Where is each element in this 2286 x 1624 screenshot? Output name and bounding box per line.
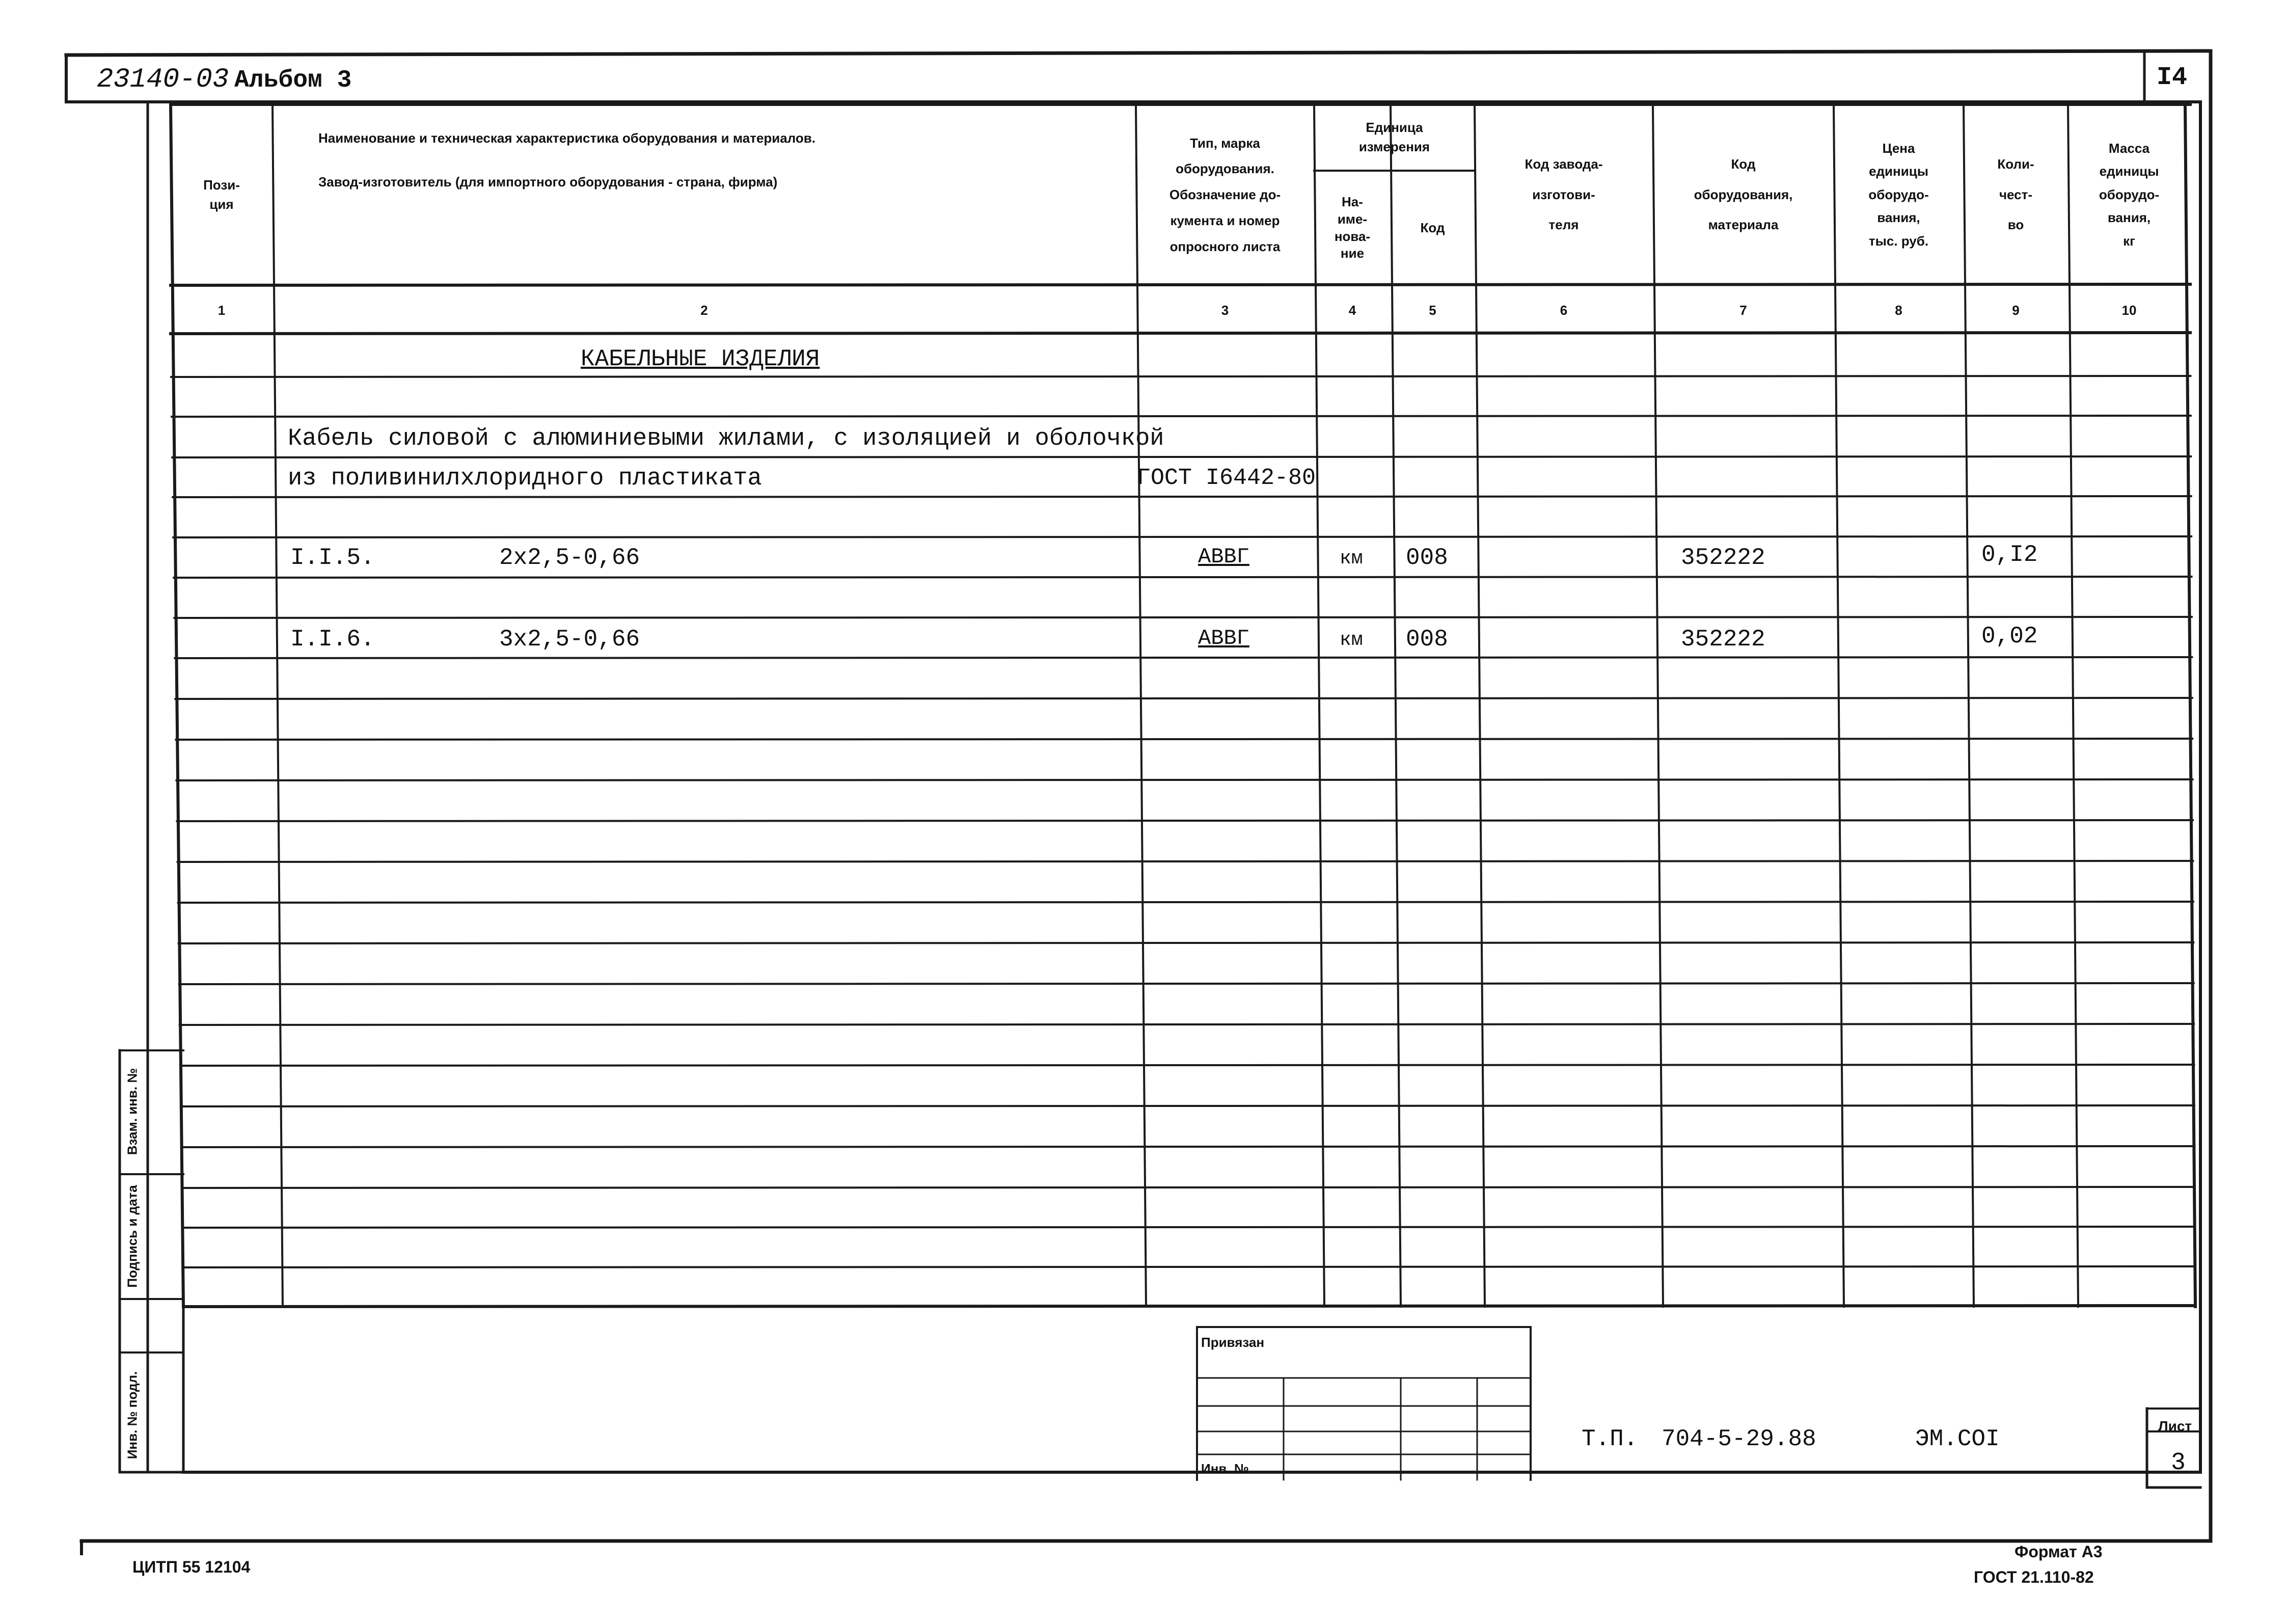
row-unit-code: 008	[1406, 545, 1448, 571]
row-position: I.I.5.	[290, 545, 375, 571]
col-number-10: 10	[2121, 303, 2137, 318]
side-label-signature-date: Подпись и дата	[124, 1185, 140, 1288]
document-code: ЭМ.СОI	[1915, 1426, 2000, 1452]
header-type: Тип, марка оборудования. Обозначение до- кумента и номер опросного листа	[1169, 135, 1281, 254]
page-number: I4	[2157, 63, 2188, 92]
col-number-9: 9	[2012, 303, 2020, 318]
col-number-4: 4	[1348, 303, 1356, 318]
row-spec: 3х2,5-0,66	[499, 626, 640, 653]
cable-description-line1: Кабель силовой с алюминиевыми жилами, с изоляцией и оболочкой	[288, 425, 1164, 452]
row-type: АВВГ	[1198, 545, 1249, 569]
project-code: Т.П.	[1582, 1426, 1638, 1452]
header-name-line2: Завод-изготовитель (для импортного оборудования - страна, фирма)	[318, 174, 778, 190]
row-quantity: 0,02	[1981, 623, 2038, 649]
header-name-line1: Наименование и техническая характеристика оборудования и материалов.	[318, 130, 816, 146]
header-unit-code: Код	[1420, 220, 1445, 235]
row-item-code: 352222	[1681, 626, 1765, 653]
row-type: АВВГ	[1198, 626, 1249, 651]
project-number: 704-5-29.88	[1662, 1426, 1816, 1452]
row-unit-code: 008	[1406, 626, 1448, 653]
col-number-5: 5	[1429, 303, 1436, 318]
col-number-2: 2	[700, 303, 708, 318]
header-unit-mass: Масса единицы оборудо- вания, кг	[2099, 140, 2160, 249]
standard-label: ГОСТ 21.110-82	[1974, 1568, 2094, 1586]
row-unit: км	[1340, 629, 1363, 651]
row-spec: 2х2,5-0,66	[499, 545, 640, 571]
row-unit: км	[1340, 548, 1363, 570]
inv-number-label: Инв. №	[1201, 1461, 1249, 1476]
cable-description-line2: из поливинилхлоридного пластиката	[288, 465, 762, 492]
col-number-3: 3	[1221, 303, 1229, 318]
col-number-7: 7	[1739, 303, 1747, 318]
header-maker-code: Код завода- изготови- теля	[1525, 156, 1603, 233]
side-label-inv-original: Инв. № подл.	[124, 1371, 140, 1459]
sheet-label: Лист	[2158, 1418, 2192, 1434]
album-label: Альбом 3	[234, 67, 352, 94]
header-equipment-code: Код оборудования, материала	[1694, 156, 1793, 233]
format-label: Формат А3	[2015, 1542, 2103, 1561]
side-label-replace-inv: Взам. инв. №	[124, 1068, 140, 1155]
header-unit-name: На- име- нова- ние	[1334, 194, 1371, 261]
doc-number: 23140-03	[97, 64, 229, 95]
row-item-code: 352222	[1681, 545, 1765, 571]
row-position: I.I.6.	[290, 626, 375, 653]
header-unit-price: Цена единицы оборудо- вания, тыс. руб.	[1868, 140, 1929, 249]
header-position: Пози- ция	[203, 177, 240, 212]
col-number-1: 1	[217, 303, 226, 318]
section-title: КАБЕЛЬНЫЕ ИЗДЕЛИЯ	[581, 346, 820, 372]
header-quantity: Коли- чест- во	[1997, 156, 2034, 233]
row-quantity: 0,I2	[1981, 542, 2038, 568]
standard-reference: ГОСТ I6442-80	[1137, 465, 1316, 491]
header-name	[273, 104, 1136, 216]
printer-mark: ЦИТП 55 12104	[132, 1558, 251, 1576]
header-unit-group: Единица измерения	[1358, 120, 1430, 154]
col-number-8: 8	[1895, 303, 1902, 318]
sheet-number: 3	[2171, 1449, 2186, 1477]
bound-label: Привязан	[1201, 1335, 1265, 1350]
col-number-6: 6	[1560, 303, 1568, 318]
